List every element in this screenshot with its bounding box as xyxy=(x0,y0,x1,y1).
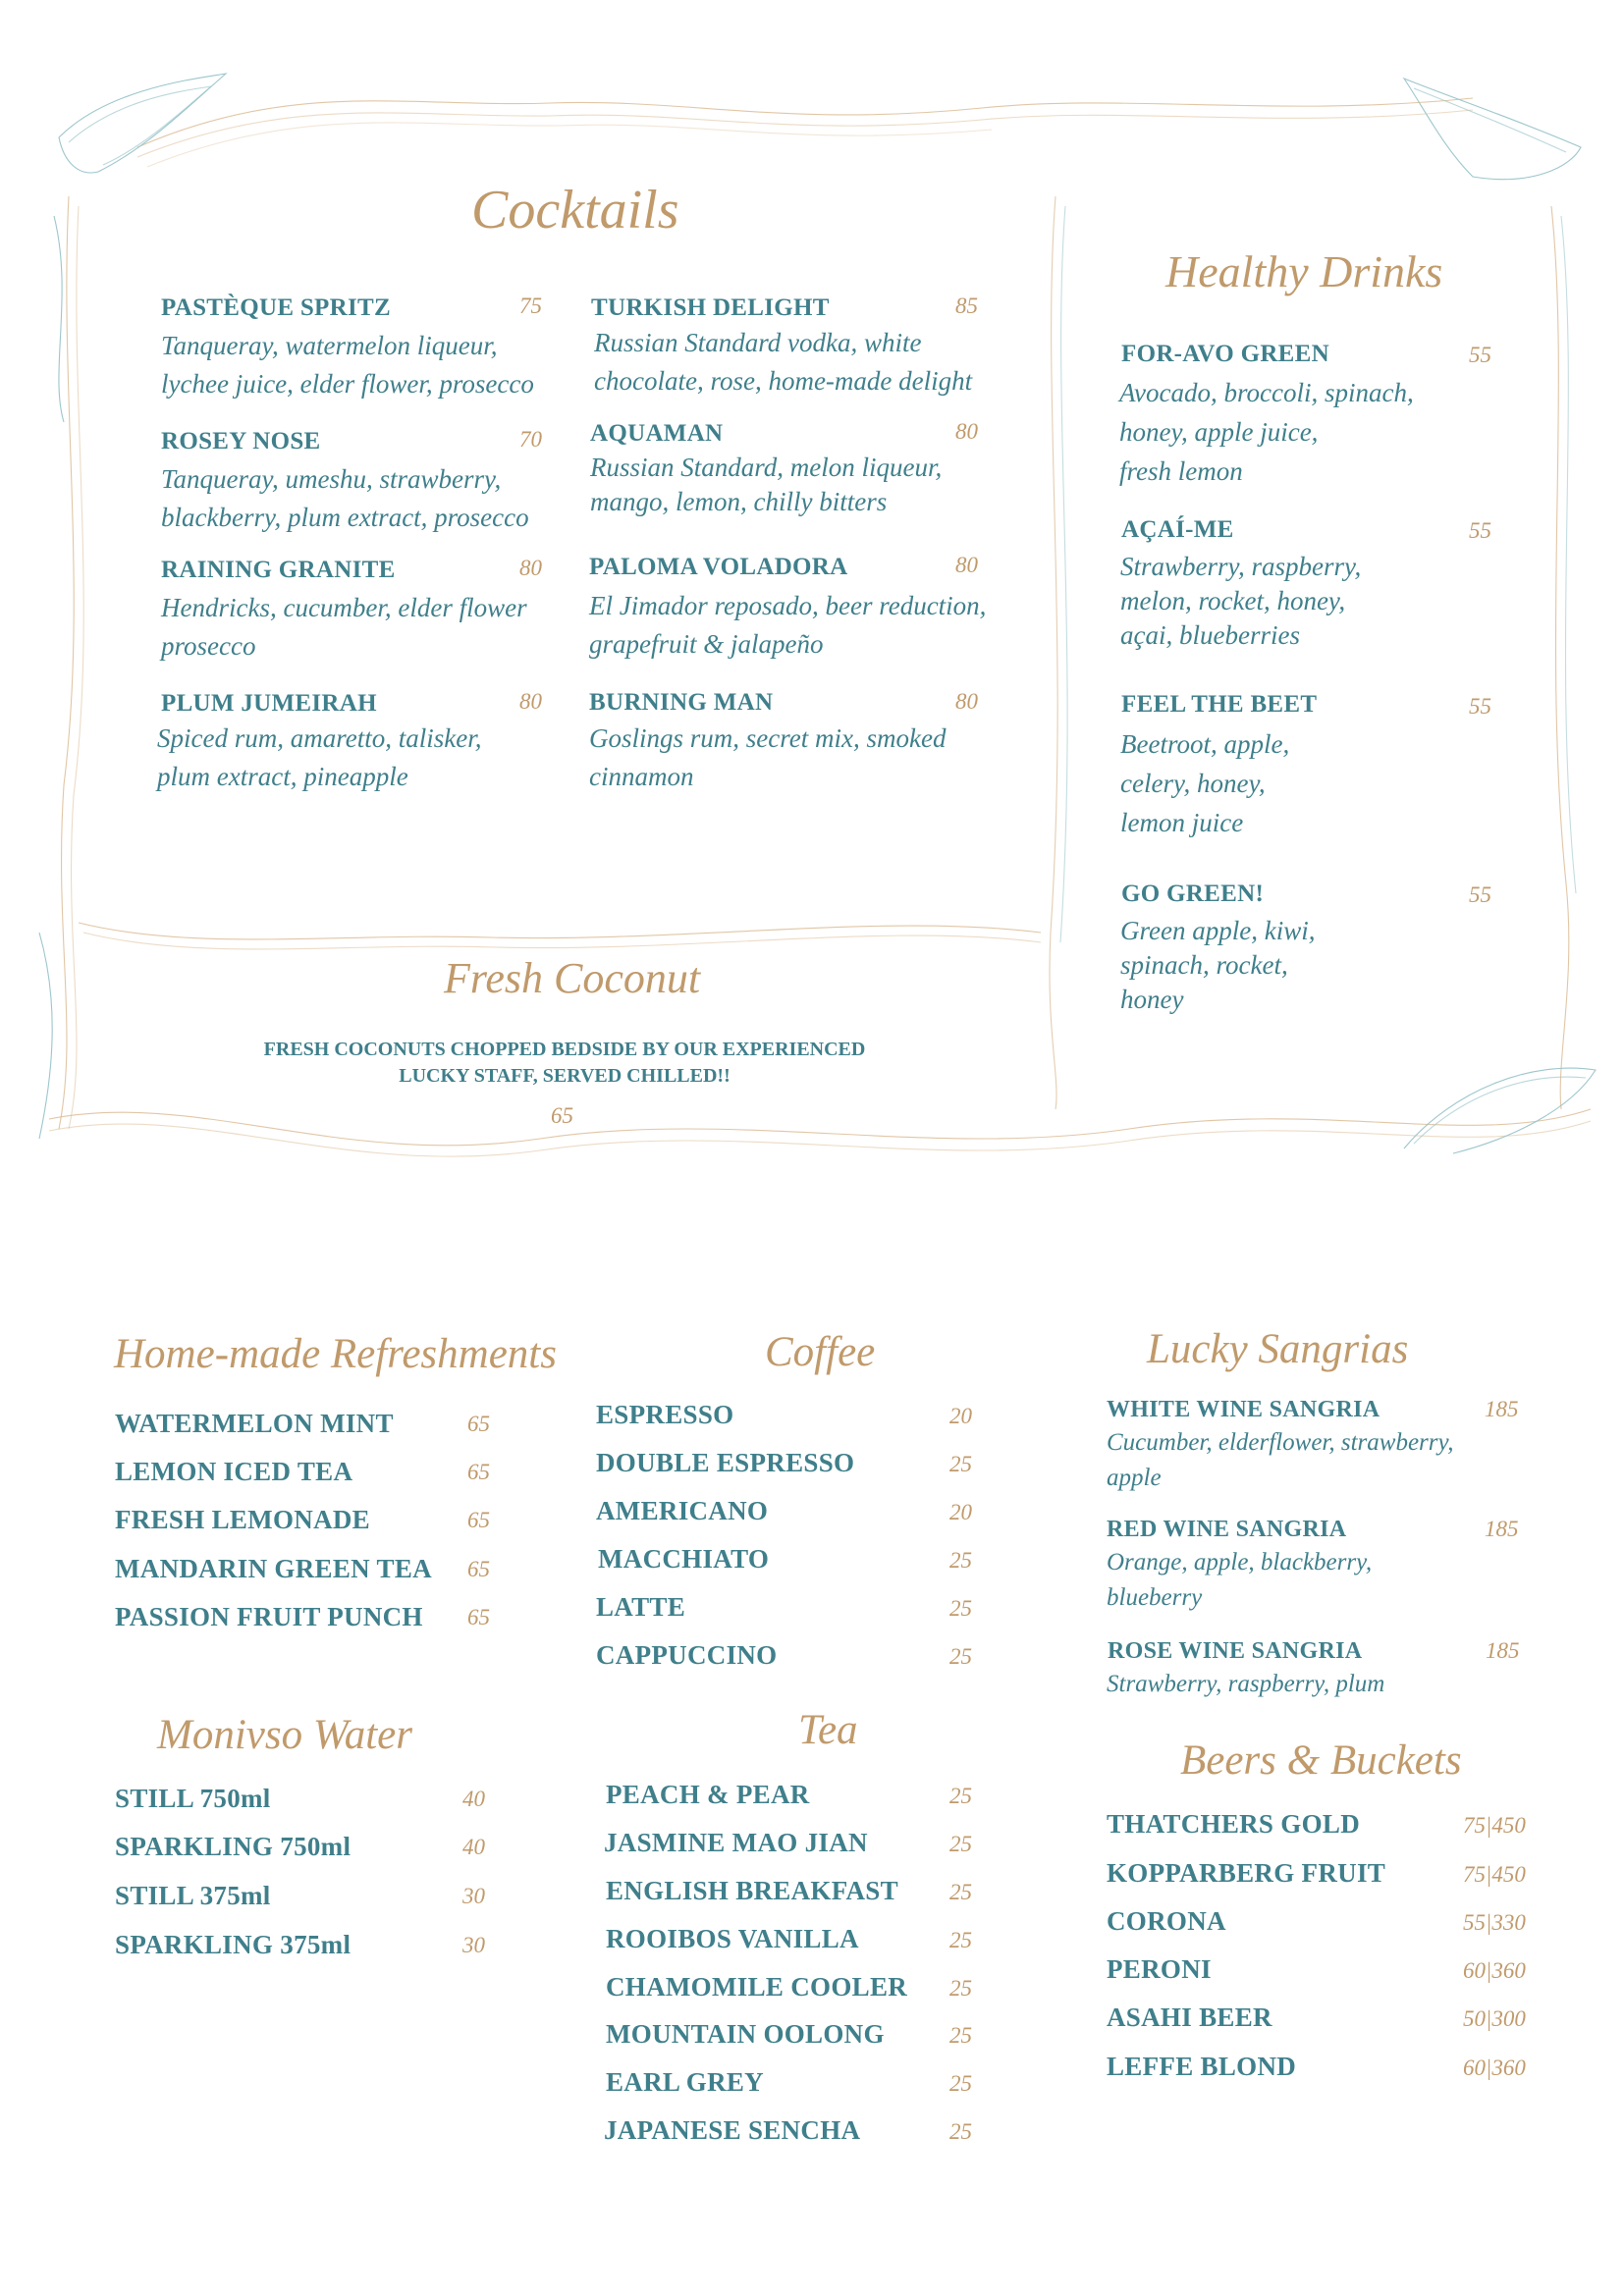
item-name: KOPPARBERG FRUIT xyxy=(1107,1858,1386,1888)
item-name: LEFFE BLOND xyxy=(1107,2052,1297,2081)
item-name: FRESH LEMONADE xyxy=(115,1505,370,1534)
item-name: MOUNTAIN OOLONG xyxy=(606,2019,885,2049)
item-price: 65 xyxy=(467,1508,490,1532)
item-name: DOUBLE ESPRESSO xyxy=(596,1448,855,1477)
top-right-swirl xyxy=(1404,79,1581,180)
item-name: AMERICANO xyxy=(596,1496,769,1525)
item-description: Avocado, broccoli, spinach, honey, apple juice, fresh lemon xyxy=(1119,378,1414,486)
item-price: 25 xyxy=(949,1548,972,1573)
item-price: 80 xyxy=(955,689,978,714)
item-price: 25 xyxy=(949,1644,972,1669)
top-wave-gold xyxy=(137,98,1473,147)
item-name: JASMINE MAO JIAN xyxy=(604,1828,868,1857)
item-description: Cucumber, elderflower, strawberry, apple xyxy=(1107,1429,1454,1491)
item-price: 40 xyxy=(462,1787,485,1811)
cocktails-title: Cocktails xyxy=(471,180,679,240)
item-description: Tanqueray, umeshu, strawberry, blackberry, plum extract, prosecco xyxy=(161,464,529,532)
item-price: 50|300 xyxy=(1463,2006,1526,2031)
item-description: Strawberry, raspberry, melon, rocket, honey, açai, blueberries xyxy=(1120,552,1362,650)
item-name: PASSION FRUIT PUNCH xyxy=(115,1602,423,1631)
item-name: BURNING MAN xyxy=(589,689,774,716)
divider-vertical xyxy=(1050,196,1057,1109)
item-name: ESPRESSO xyxy=(596,1400,734,1429)
cocktails-bottom-wave xyxy=(79,923,1041,939)
item-name: STILL 750ml xyxy=(115,1784,271,1813)
item-price: 25 xyxy=(949,1452,972,1476)
item-name: WHITE WINE SANGRIA xyxy=(1107,1397,1380,1422)
item-price: 25 xyxy=(949,1784,972,1808)
coconut-title: Fresh Coconut xyxy=(444,954,701,1002)
item-name: CHAMOMILE COOLER xyxy=(606,1972,908,2002)
sangrias-title: Lucky Sangrias xyxy=(1147,1326,1409,1372)
item-description: Russian Standard vodka, white chocolate, rose, home-made delight xyxy=(594,328,973,396)
item-price: 65 xyxy=(467,1557,490,1581)
item-price: 25 xyxy=(949,2023,972,2048)
item-price: 65 xyxy=(467,1605,490,1629)
item-name: SPARKLING 375ml xyxy=(115,1930,352,1959)
item-price: 55 xyxy=(1469,694,1491,719)
item-name: FOR-AVO GREEN xyxy=(1121,341,1329,367)
left-border-gold xyxy=(59,196,74,1129)
item-description: Orange, apple, blackberry, blueberry xyxy=(1107,1549,1373,1611)
item-name: RAINING GRANITE xyxy=(161,557,396,583)
right-border xyxy=(1551,206,1569,1109)
item-price: 55 xyxy=(1469,882,1491,907)
item-name: STILL 375ml xyxy=(115,1881,271,1910)
item-name: ROSEY NOSE xyxy=(161,428,321,454)
item-price: 55 xyxy=(1469,343,1491,367)
item-description: Strawberry, raspberry, plum xyxy=(1107,1671,1385,1697)
item-price: 25 xyxy=(949,1596,972,1621)
item-price: 40 xyxy=(462,1835,485,1859)
item-price: 185 xyxy=(1485,1517,1519,1541)
item-price: 20 xyxy=(949,1500,972,1524)
item-price: 80 xyxy=(955,419,978,444)
item-name: LEMON ICED TEA xyxy=(115,1457,353,1486)
item-price: 70 xyxy=(519,427,542,452)
item-description: Russian Standard, melon liqueur, mango, lemon, chilly bitters xyxy=(590,453,943,516)
item-name: MANDARIN GREEN TEA xyxy=(115,1554,432,1583)
coffee-title: Coffee xyxy=(765,1329,876,1375)
item-price: 80 xyxy=(955,553,978,577)
item-name: GO GREEN! xyxy=(1121,881,1265,907)
item-price: 75 xyxy=(519,294,542,318)
item-price: 75|450 xyxy=(1463,1813,1526,1838)
item-description: Hendricks, cucumber, elder flower prosecco xyxy=(161,593,527,661)
coconut-description: FRESH COCONUTS CHOPPED BEDSIDE BY OUR EXPERIENCED LUCKY STAFF, SERVED CHILLED!! xyxy=(263,1039,866,1087)
item-price: 30 xyxy=(462,1884,485,1908)
item-name: MACCHIATO xyxy=(598,1544,770,1574)
item-name: FEEL THE BEET xyxy=(1121,691,1318,718)
tea-title: Tea xyxy=(798,1707,858,1753)
item-price: 65 xyxy=(467,1412,490,1436)
item-price: 85 xyxy=(955,294,978,318)
item-name: PEACH & PEAR xyxy=(606,1780,810,1809)
item-description: Beetroot, apple, celery, honey, lemon juice xyxy=(1120,729,1290,837)
item-name: AQUAMAN xyxy=(590,420,724,447)
item-description: Spiced rum, amaretto, talisker, plum extract, pineapple xyxy=(157,723,482,791)
item-price: 185 xyxy=(1485,1397,1519,1421)
item-name: PERONI xyxy=(1107,1954,1212,1984)
item-name: LATTE xyxy=(596,1592,686,1622)
item-name: PASTÈQUE SPRITZ xyxy=(161,294,391,321)
item-price: 30 xyxy=(462,1933,485,1957)
item-description: Tanqueray, watermelon liqueur, lychee juice, elder flower, prosecco xyxy=(161,331,534,399)
beers-title: Beers & Buckets xyxy=(1180,1737,1462,1784)
bottom-right-swirl xyxy=(1404,1068,1596,1153)
item-name: PLUM JUMEIRAH xyxy=(161,690,377,717)
item-price: 20 xyxy=(949,1404,972,1428)
item-description: Green apple, kiwi, spinach, rocket, honey xyxy=(1120,916,1316,1014)
item-name: AÇAÍ-ME xyxy=(1121,516,1234,543)
item-price: 80 xyxy=(519,689,542,714)
item-price: 185 xyxy=(1486,1638,1520,1663)
healthy-title: Healthy Drinks xyxy=(1165,246,1443,296)
item-price: 25 xyxy=(949,1976,972,2001)
item-name: ENGLISH BREAKFAST xyxy=(606,1876,898,1905)
coconut-price: 65 xyxy=(551,1103,573,1128)
left-border-teal xyxy=(54,216,64,422)
item-price: 65 xyxy=(467,1460,490,1484)
item-name: TURKISH DELIGHT xyxy=(591,294,830,321)
item-name: PALOMA VOLADORA xyxy=(589,554,848,580)
item-name: THATCHERS GOLD xyxy=(1107,1809,1360,1839)
refreshments-title: Home-made Refreshments xyxy=(114,1331,557,1377)
item-name: RED WINE SANGRIA xyxy=(1107,1517,1347,1542)
item-name: CORONA xyxy=(1107,1906,1226,1936)
item-description: Goslings rum, secret mix, smoked cinnamon xyxy=(589,723,947,791)
item-price: 75|450 xyxy=(1463,1862,1526,1887)
item-price: 25 xyxy=(949,1928,972,1952)
item-name: ROOIBOS VANILLA xyxy=(606,1924,859,1953)
item-price: 80 xyxy=(519,556,542,580)
item-price: 55|330 xyxy=(1463,1910,1526,1935)
item-name: WATERMELON MINT xyxy=(115,1409,394,1438)
item-name: EARL GREY xyxy=(606,2067,764,2097)
item-name: CAPPUCCINO xyxy=(596,1640,778,1670)
item-price: 60|360 xyxy=(1463,1958,1526,1983)
item-price: 25 xyxy=(949,1832,972,1856)
water-title: Monivso Water xyxy=(157,1712,412,1758)
item-name: ASAHI BEER xyxy=(1107,2002,1272,2032)
item-price: 25 xyxy=(949,2071,972,2096)
item-price: 60|360 xyxy=(1463,2056,1526,2080)
item-name: JAPANESE SENCHA xyxy=(604,2115,861,2145)
item-price: 25 xyxy=(949,2119,972,2144)
item-price: 25 xyxy=(949,1880,972,1904)
item-description: El Jimador reposado, beer reduction, grapefruit & jalapeño xyxy=(589,591,987,659)
item-name: ROSE WINE SANGRIA xyxy=(1108,1638,1363,1664)
item-name: SPARKLING 750ml xyxy=(115,1832,352,1861)
item-price: 55 xyxy=(1469,518,1491,543)
